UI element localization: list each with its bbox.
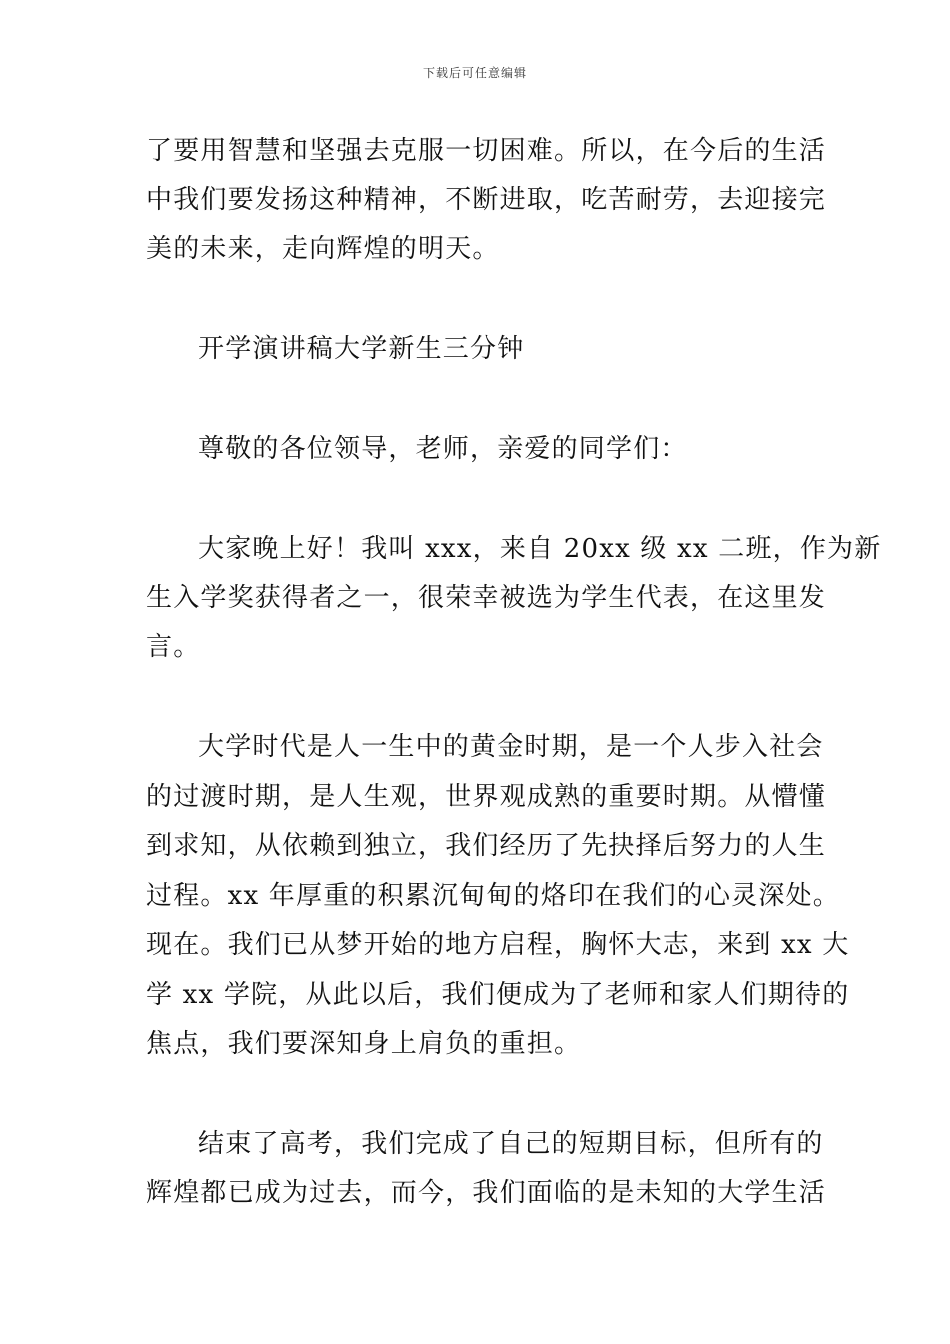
text-line: 大学时代是人一生中的黄金时期，是一个人步入社会	[198, 732, 824, 762]
salutation: 尊敬的各位领导，老师，亲爱的同学们：	[198, 434, 688, 464]
text-line: 言。	[146, 632, 201, 662]
text-line: 中我们要发扬这种精神，不断进取，吃苦耐劳，去迎接完	[146, 185, 827, 215]
text-line: 辉煌都已成为过去，而今，我们面临的是未知的大学生活	[146, 1178, 827, 1208]
text-line: 大家晚上好！我叫 xxx，来自 20xx 级 xx 二班，作为新	[198, 534, 882, 564]
text-line: 到求知，从依赖到独立，我们经历了先抉择后努力的人生	[146, 831, 827, 861]
text-line: 生入学奖获得者之一，很荣幸被选为学生代表，在这里发	[146, 583, 827, 613]
page-header-note: 下载后可任意编辑	[422, 66, 527, 80]
text-line: 焦点，我们要深知身上肩负的重担。	[146, 1029, 582, 1059]
text-line: 了要用智慧和坚强去克服一切困难。所以，在今后的生活	[146, 136, 827, 166]
text-line: 的过渡时期，是人生观，世界观成熟的重要时期。从懵懂	[146, 782, 827, 812]
section-heading: 开学演讲稿大学新生三分钟	[198, 334, 525, 364]
text-line: 现在。我们已从梦开始的地方启程，胸怀大志，来到 xx 大	[146, 930, 850, 960]
text-line: 美的未来，走向辉煌的明天。	[146, 234, 500, 264]
text-line: 学 xx 学院，从此以后，我们便成为了老师和家人们期待的	[146, 980, 850, 1010]
text-line: 结束了高考，我们完成了自己的短期目标，但所有的	[198, 1129, 824, 1159]
text-line: 过程。xx 年厚重的积累沉甸甸的烙印在我们的心灵深处。	[146, 881, 840, 911]
